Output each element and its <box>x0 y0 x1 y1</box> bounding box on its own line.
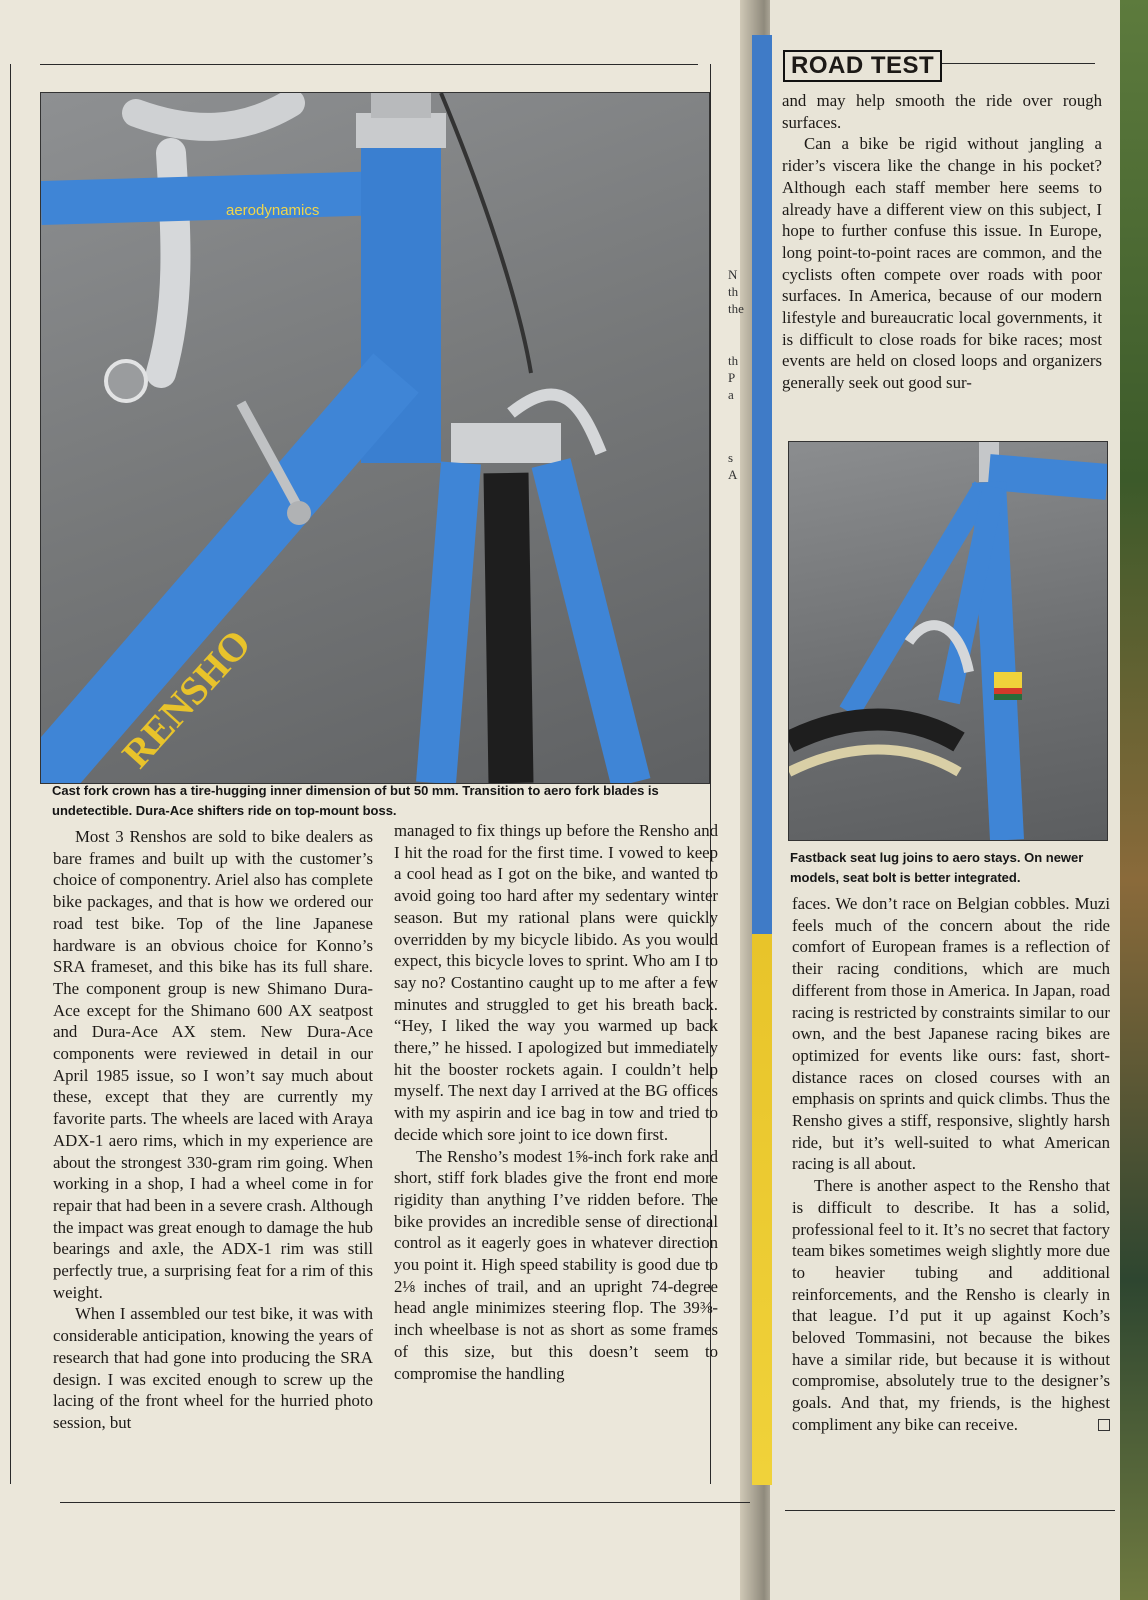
body-column-3 <box>782 90 1102 394</box>
left-margin-rule <box>10 64 11 1484</box>
gutter-fragment: a <box>728 387 734 402</box>
bicycle-front-illustration <box>41 93 709 783</box>
bottom-rule-right <box>785 1510 1115 1511</box>
paragraph: Can a bike be rigid without jangling a rider’s viscera like the change in his pocket? Although each staff member here seems to already have a different view on this subject, I hope to further confuse this issue. In Europe, long point-to-point races are common, and the cyclists often compete over roads with poor surfaces. In America, because of our modern lifestyle and bureaucratic local governments, it is difficult to close roads for bike races; most events are held on closed loops and organizers generally seek out good sur- <box>782 134 1102 393</box>
top-rule-right <box>930 63 1095 64</box>
body-column-2 <box>394 820 718 1384</box>
main-photo-caption: Cast fork crown has a tire-hugging inner dimension of but 50 mm. Transition to aero fork blades is undetectible. Dura-Ace shifters ride on top-mount boss. <box>52 783 659 818</box>
paragraph <box>792 1175 1110 1435</box>
down-tube-decal: RENSHO <box>113 620 260 777</box>
body-column-1 <box>53 826 373 1434</box>
gutter-fragment: s <box>728 450 734 465</box>
paragraph: faces. We don’t race on Belgian cobbles. Muzi feels much of the concern about the ride comfort of European frames is a reflection of their racing conditions, which are much different from those in America. In Japan, road racing is restricted by constraints similar to our own, and the best Japanese racing bikes are optimized for events like ours: fast, short-distance races on closed courses with an emphasis on sprints and quick climbs. Thus the Rensho gives a stiff, responsive, slightly harsh ride, but it’s well-suited to what American racing is all about. <box>792 894 1110 1174</box>
top-rule-left <box>40 64 698 65</box>
facing-page-color-strip <box>752 35 772 1485</box>
paragraph-text: There is another aspect to the Rensho that is difficult to describe. It has a solid, professional feel to it. It’s no secret that factory team bikes sometimes weigh slightly more due to heavier tubing and additional reinforcements, and the Rensho is clearly in that league. I’d put it up against Koch’s beloved Tommasini, not because the bikes have a similar ride, but because it is without compromise, absolutely true to the designer’s goals. And that, my friends, is the highest compliment any bike can receive. <box>792 1176 1110 1434</box>
paragraph: When I assembled our test bike, it was with considerable anticipation, knowing the years of research that had gone into producing the SRA design. I was excited enough to screw up the lacing of the front wheel for the hurried photo session, but <box>53 1304 373 1432</box>
paragraph: managed to fix things up before the Rensho and I hit the road for the first time. I vowed to keep a cool head as I got on the bike, and wanted to avoid going too hard after my sedentary winter season. But my rational plans were quickly overridden by my bicycle libido. As you would expect, this bicycle loves to sprint. Who am I to say no? Costantino caught up to me after a few minutes and struggled to get his breath back. “Hey, I liked the way you warmed up back there,” he hissed. I apologized but immediately hit the booster rockets again. I couldn’t help myself. The next day I arrived at the BG offices with my aspirin and ice bag in tow and tried to decide which sore joint to ice down first. <box>394 821 718 1144</box>
gutter-fragment: N <box>728 267 738 282</box>
bottom-rule-left <box>60 1502 750 1503</box>
body-column-4 <box>792 893 1110 1436</box>
end-of-article-mark <box>1098 1419 1110 1431</box>
side-photo-caption: Fastback seat lug joins to aero stays. On newer models, seat bolt is better integrated. <box>790 850 1084 885</box>
next-page-edge <box>1120 0 1148 1600</box>
gutter-fragment: the <box>728 301 744 316</box>
seat-lug-illustration <box>789 442 1107 840</box>
gutter-fragment: P <box>728 370 736 385</box>
top-tube-decal: aerodynamics <box>226 202 320 219</box>
paragraph: Most 3 Renshos are sold to bike dealers as bare frames and built up with the customer’s choice of componentry. Ariel also has complete bike packages, and that is how we ordered our road test bike. Top of the line Japanese hardware is an obvious choice for Konno’s SRA frameset, and this bike has its full share. The component group is new Shimano Dura-Ace except for the Shimano 600 AX seatpost and Dura-Ace AX stem. New Dura-Ace components were reviewed in detail in our April 1985 issue, so I won’t say much about these, except that they are currently my favorite parts. The wheels are laced with Araya ADX-1 aero rims, which in my experience are about the strongest 330-gram rim going. When working in a shop, I had a wheel come in for repair that had been in a severe crash. Although the impact was great enough to damage the hub bearings and axle, the ADX-1 rim was still perfectly true, a surprising feat for a rim of this weight. <box>53 827 373 1302</box>
paragraph: and may help smooth the ride over rough surfaces. <box>782 91 1102 132</box>
gutter-fragment: th <box>728 284 739 299</box>
paragraph: The Rensho’s modest 1⅝-inch fork rake and short, stiff fork blades give the front end more rigidity than anything I’ve ridden before. The bike provides an incredible sense of directional control as it eagerly goes in whatever direction you point it. High speed stability is good due to 2⅛ inches of trail, and an upright 74-degree head angle minimizes steering flop. The 39⅜-inch wheelbase is not as short as some frames of this size, but this doesn’t seem to compromise the handling <box>394 1146 718 1383</box>
bicycle-frame-photo <box>40 92 710 784</box>
seat-lug-photo <box>788 441 1108 841</box>
gutter-fragment: th <box>728 353 739 368</box>
section-label: ROAD TEST <box>783 50 942 82</box>
gutter-fragment: A <box>728 467 738 482</box>
